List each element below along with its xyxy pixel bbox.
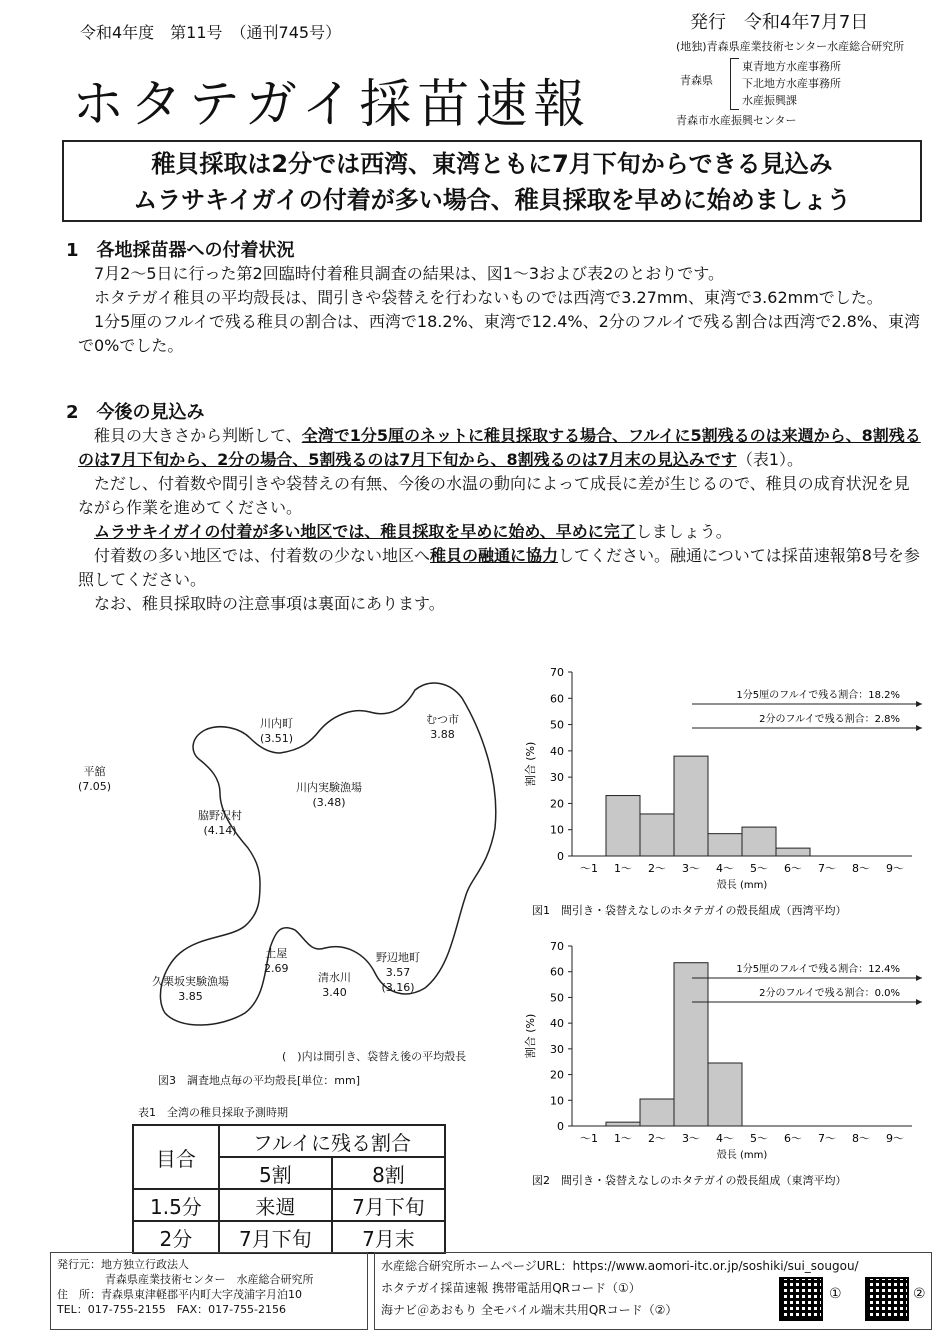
headline-line-2: ムラサキイガイの付着が多い場合、稚貝採取を早めに始めましょう [133, 186, 851, 214]
cell-5: 来週 [219, 1189, 332, 1221]
cell-8: 7月末 [332, 1221, 445, 1253]
qr-mark-2: ② [913, 1286, 926, 1302]
section-2-p4 [78, 544, 924, 592]
prediction-table [132, 1124, 446, 1254]
map-label-mutsu [426, 712, 459, 742]
x-tick-label: 5～ [750, 1132, 768, 1145]
qr-code-1[interactable] [779, 1277, 823, 1321]
x-tick-label: 7～ [818, 862, 836, 875]
issue-number: 令和4年度 第11号 （通刊745号） [80, 23, 342, 42]
bar [606, 1122, 640, 1126]
bar [674, 756, 708, 856]
cell-mesh: 1.5分 [133, 1189, 219, 1221]
cell-8: 7月下旬 [332, 1189, 445, 1221]
prefecture-offices [742, 58, 841, 109]
bar [640, 1099, 674, 1126]
annotation: 1分5厘のフルイで残る割合：18.2% [736, 690, 900, 701]
phone: TEL：017-755-2155 FAX：017-755-2156 [57, 1303, 287, 1316]
footer-publisher [50, 1252, 368, 1330]
x-tick-label: 8～ [852, 862, 870, 875]
annotation: 2分のフルイで残る割合：0.0% [759, 988, 900, 999]
arrow-head [916, 725, 922, 731]
publisher-label: 発行元：地方独立行政法人 [57, 1258, 189, 1271]
label-name: 久栗坂実験漁場 [152, 975, 229, 988]
y-tick-label: 10 [550, 823, 564, 837]
x-axis-label: 殻長 (mm) [716, 880, 768, 891]
x-tick-label: 1～ [614, 862, 632, 875]
y-tick-label: 20 [550, 1068, 564, 1082]
office-item: 水産振興課 [742, 94, 797, 107]
bar [606, 796, 640, 856]
chart-east-bay [512, 936, 932, 1192]
map-note: ( )内は間引き、袋替え後の平均殻長 [282, 1050, 467, 1063]
x-axis-label: 殻長 (mm) [716, 1150, 768, 1161]
cell-5: 7月下旬 [219, 1221, 332, 1253]
qr2-text: 海ナビ＠あおもり 全モバイル端末共用QRコード（②） [381, 1303, 678, 1317]
y-tick-label: 70 [550, 666, 564, 679]
x-tick-label: 6～ [784, 1132, 802, 1145]
cell-mesh: 2分 [133, 1221, 219, 1253]
label-name: 清水川 [318, 971, 351, 984]
x-tick-label: 1～ [614, 1132, 632, 1145]
y-tick-label: 0 [557, 1120, 564, 1133]
highlight-text: 稚貝採取を早めに始め、早めに完了 [380, 522, 636, 541]
x-tick-label: 7～ [818, 1132, 836, 1145]
section-2-heading: 2 今後の見込み [66, 402, 205, 423]
qr-code-2[interactable] [865, 1277, 909, 1321]
col-mesh: 目合 [133, 1125, 219, 1189]
chart-caption: 図2 間引き・袋替えなしのホタテガイの殻長組成（東湾平均） [532, 1174, 847, 1187]
footer-links [374, 1252, 932, 1330]
headline-box [62, 140, 922, 222]
headline-line-1: 稚貝採取は2分では西湾、東湾ともに7月下旬からできる見込み [151, 150, 833, 178]
map-caption: 図3 調査地点毎の平均殻長[単位：mm] [158, 1074, 361, 1087]
x-tick-label: ～1 [580, 1132, 598, 1145]
arrow-head [916, 701, 922, 707]
label-name: 脇野沢村 [198, 809, 242, 822]
text: 稚貝の大きさから判断して、 [94, 426, 302, 445]
highlight-text: 全湾で1分5厘のネットに稚貝採取する場合、フルイに5割残るのは来週から、8割残るのは7月下旬から、2分の場合、5割残るのは7月下旬から、8割残るのは7月末の見込みです [78, 426, 921, 469]
chart-west-bay [512, 662, 932, 922]
qr-mark-1: ① [829, 1286, 842, 1302]
col-8wari: 8割 [332, 1157, 445, 1189]
table-caption: 表1 全湾の稚貝採取予測時期 [138, 1106, 288, 1119]
publish-date: 発行 令和4年7月7日 [690, 12, 869, 33]
x-tick-label: 4～ [716, 862, 734, 875]
label-name: 川内町 [260, 717, 294, 730]
label-name: 野辺地町 [376, 951, 420, 964]
map-label-kawauchi [260, 716, 293, 746]
x-tick-label: 2～ [648, 862, 666, 875]
y-tick-label: 30 [550, 1042, 564, 1056]
label-value: (4.14) [203, 824, 237, 837]
text: 付着数の多い地区では、付着数の少ない地区へ [94, 546, 431, 565]
y-tick-label: 60 [550, 965, 564, 979]
bay-map [70, 668, 510, 1068]
label-value: 3.40 [322, 986, 347, 999]
city-office: 青森市水産振興センター [676, 114, 797, 127]
map-label-kawauchi-farm [296, 780, 362, 810]
map-label-kuribayashi [152, 974, 229, 1004]
chart-caption: 図1 間引き・袋替えなしのホタテガイの殻長組成（西湾平均） [532, 904, 847, 917]
section-2-p3 [78, 520, 924, 544]
text: （表1）。 [736, 450, 803, 469]
section-2-p2: ただし、付着数や間引きや袋替えの有無、今後の水温の動向によって成長に差が生じるので、稚貝の成育状況を見ながら作業を進めてください。 [78, 474, 910, 517]
publisher-org: (地独)青森県産業技術センター水産総合研究所 [676, 40, 905, 53]
map-label-shimizugawa [318, 970, 351, 1000]
page-title: ホタテガイ採苗速報 [72, 75, 592, 135]
text: してください。融通については採苗速報第8号を参照してください。 [78, 546, 920, 589]
section-2-p1 [78, 424, 924, 472]
x-tick-label: 8～ [852, 1132, 870, 1145]
section-2-p5: なお、稚貝採取時の注意事項は裏面にあります。 [94, 594, 445, 613]
label-value: (3.51) [260, 732, 294, 745]
bar [776, 848, 810, 856]
x-tick-label: 3～ [682, 862, 700, 875]
label-value: (3.16) [381, 981, 415, 994]
x-tick-label: 4～ [716, 1132, 734, 1145]
map-label-tsuchiya [264, 946, 289, 976]
bar [742, 827, 776, 856]
col-group: フルイに残る割合 [219, 1125, 445, 1157]
section-1-heading: 1 各地採苗器への付着状況 [66, 240, 295, 261]
office-item: 東青地方水産事務所 [742, 60, 841, 73]
bracket-divider [730, 58, 739, 110]
y-tick-label: 70 [550, 940, 564, 953]
label-name: 土屋 [265, 947, 288, 960]
x-tick-label: 3～ [682, 1132, 700, 1145]
x-tick-label: 6～ [784, 862, 802, 875]
x-tick-label: ～1 [580, 862, 598, 875]
text: しましょう。 [635, 522, 732, 541]
col-5wari: 5割 [219, 1157, 332, 1189]
bar [708, 834, 742, 856]
arrow-head [916, 999, 922, 1005]
label-value: (3.48) [312, 796, 346, 809]
x-tick-label: 5～ [750, 862, 768, 875]
y-axis-label: 割合 (%) [524, 1013, 537, 1059]
qr1-text: ホタテガイ採苗速報 携帯電話用QRコード（①） [381, 1281, 641, 1295]
x-tick-label: 2～ [648, 1132, 666, 1145]
label-value: (7.05) [78, 780, 112, 793]
label-value: 2.69 [264, 962, 289, 975]
y-tick-label: 10 [550, 1094, 564, 1108]
section-1-p3: 1分5厘のフルイで残る稚貝の割合は、西湾で18.2%、東湾で12.4%、2分のフルイで残る割合は西湾で2.8%、東湾で0%でした。 [78, 312, 920, 355]
prefecture-label: 青森県 [680, 74, 713, 87]
annotation: 2分のフルイで残る割合：2.8% [759, 714, 900, 725]
table-row [133, 1189, 445, 1221]
label-value: 3.85 [178, 990, 203, 1003]
label-name: 平舘 [83, 765, 106, 778]
label-value: 3.88 [430, 728, 455, 741]
table-row [133, 1221, 445, 1253]
map-label-tairadate [78, 764, 111, 794]
map-label-noheji [376, 950, 420, 995]
section-1-p2: ホタテガイ稚貝の平均殻長は、間引きや袋替えを行わないものでは西湾で3.27mm、東湾で3.62mmでした。 [94, 288, 883, 307]
section-1-body [78, 262, 924, 358]
address: 住 所：青森県東津軽郡平内町大字茂浦字月泊10 [57, 1288, 302, 1301]
map-label-wakinosawa [198, 808, 242, 838]
label-value: 3.57 [385, 966, 411, 979]
bar [674, 963, 708, 1126]
y-tick-label: 50 [550, 991, 564, 1005]
arrow-head [916, 975, 922, 981]
y-tick-label: 60 [550, 692, 564, 706]
bar [640, 814, 674, 856]
annotation: 1分5厘のフルイで残る割合：12.4% [736, 964, 900, 975]
office-item: 下北地方水産事務所 [742, 77, 841, 90]
y-tick-label: 50 [550, 718, 564, 732]
highlight-text: 稚貝の融通に協力 [430, 546, 559, 565]
y-axis-label: 割合 (%) [524, 741, 537, 787]
section-1-p1: 7月2～5日に行った第2回臨時付着稚貝調査の結果は、図1～3および表2のとおりです。 [94, 264, 724, 283]
bar [708, 1063, 742, 1126]
label-name: むつ市 [426, 713, 459, 726]
section-2-body [78, 424, 924, 616]
highlight-text: ムラサキイガイの付着が多い地区では、 [94, 522, 381, 541]
y-tick-label: 40 [550, 744, 564, 758]
x-tick-label: 9～ [886, 1132, 904, 1145]
publisher-name: 青森県産業技術センター 水産総合研究所 [105, 1273, 314, 1286]
y-tick-label: 30 [550, 771, 564, 785]
y-tick-label: 40 [550, 1017, 564, 1031]
label-name: 川内実験漁場 [296, 781, 362, 794]
y-tick-label: 0 [557, 850, 564, 863]
x-tick-label: 9～ [886, 862, 904, 875]
y-tick-label: 20 [550, 797, 564, 811]
homepage-url[interactable]: 水産総合研究所ホームページURL：https://www.aomori-itc.or.jp/soshiki/sui_sougou/ [381, 1259, 859, 1273]
